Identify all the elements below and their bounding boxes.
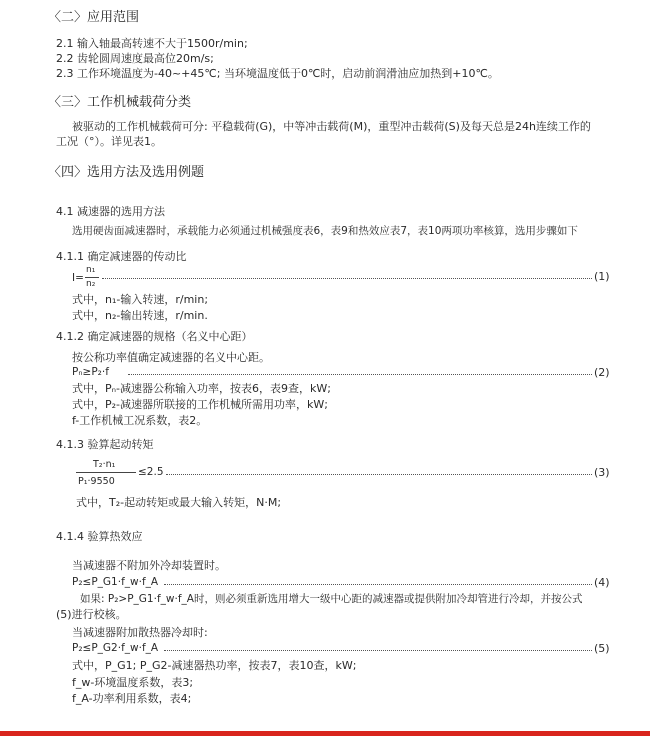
- formula-1-where-1: 式中，n₁-输入转速，r/min;: [72, 293, 209, 306]
- equation-number-3: (3): [594, 466, 610, 479]
- formula-2-leader: [128, 366, 592, 375]
- formula-3-denominator: P₁·9550: [78, 476, 115, 487]
- formula-4-leader: [164, 576, 592, 585]
- section-4-1-2-intro: 按公称功率值确定减速器的名义中心距。: [72, 351, 270, 364]
- equation-number-1: (1): [594, 270, 610, 283]
- formula-5-where-1: 式中，P_G1; P_G2-减速器热功率，按表7，表10查，kW;: [72, 659, 357, 672]
- formula-5-where-2: f_w-环境温度系数，表3;: [72, 676, 194, 689]
- section-4-1-4-title: 4.1.4 验算热效应: [56, 530, 143, 543]
- formula-3-numerator: T₂·n₁: [93, 459, 116, 470]
- formula-3-where-1: 式中，T₂-起动转矩或最大输入转矩，N·M;: [76, 496, 282, 509]
- formula-3-fraction-line: [76, 472, 136, 473]
- section-4-1-3-title: 4.1.3 验算起动转矩: [56, 438, 154, 451]
- equation-number-4: (4): [594, 576, 610, 589]
- formula-2-where-3: f-工作机械工况系数，表2。: [72, 414, 208, 427]
- section-4-1-text: 选用硬齿面减速器时，承载能力必须通过机械强度表6，表9和热效应表7，表10两项功率核算，选用步骤如下: [72, 225, 578, 237]
- section-4-1-4-line-2a: 如果: P₂>P_G1·f_w·f_A时，则必须重新选用增大一级中心距的减速器或提供附加冷却管进行冷却，并按公式: [80, 593, 583, 605]
- formula-2: Pₙ≥P₂·f: [72, 366, 109, 378]
- formula-5-leader: [164, 642, 592, 651]
- equation-number-5: (5): [594, 642, 610, 655]
- formula-1-where-2: 式中，n₂-输出转速，r/min.: [72, 309, 208, 322]
- equation-number-2: (2): [594, 366, 610, 379]
- formula-3-rhs: ≤2.5: [138, 466, 164, 478]
- section3-paragraph-line-2: 工况（°）。详见表1。: [56, 135, 162, 148]
- section-4-1-title: 4.1 减速器的选用方法: [56, 205, 165, 218]
- formula-1-lhs: I=: [72, 272, 84, 284]
- formula-5: P₂≤P_G2·f_w·f_A: [72, 642, 159, 654]
- section4-heading: 〈四〉选用方法及选用例题: [48, 165, 205, 180]
- formula-3-leader: [166, 466, 592, 475]
- formula-1-numerator: n₁: [86, 265, 96, 275]
- section2-heading: 〈二〉应用范围: [48, 10, 140, 25]
- bottom-divider-bar: [0, 731, 650, 736]
- section-4-1-2-title: 4.1.2 确定减速器的规格（名义中心距）: [56, 330, 253, 343]
- formula-2-where-1: 式中，Pₙ-减速器公称输入功率，按表6，表9查，kW;: [72, 382, 331, 395]
- section3-heading: 〈三〉工作机械载荷分类: [48, 95, 192, 110]
- section-4-1-4-line-2b: (5)进行校核。: [56, 608, 127, 621]
- section2-line-3: 2.3 工作环境温度为-40~+45℃; 当环境温度低于0℃时，启动前润滑油应加热到+10℃。: [56, 67, 499, 80]
- section2-line-2: 2.2 齿轮圆周速度最高位20m/s;: [56, 52, 214, 65]
- formula-4: P₂≤P_G1·f_w·f_A: [72, 576, 159, 588]
- section3-paragraph-line-1: 被驱动的工作机械载荷可分: 平稳载荷(G)，中等冲击载荷(M)，重型冲击载荷(S)及每天总是24h连续工作的: [72, 120, 591, 133]
- section-4-1-1-title: 4.1.1 确定减速器的传动比: [56, 250, 187, 263]
- formula-1-leader: [102, 270, 592, 279]
- formula-2-where-2: 式中，P₂-减速器所联接的工作机械所需用功率，kW;: [72, 398, 328, 411]
- section-4-1-4-line-3: 当减速器附加散热器冷却时:: [72, 626, 208, 639]
- section2-line-1: 2.1 输入轴最高转速不大于1500r/min;: [56, 37, 248, 50]
- section-4-1-4-line-1: 当减速器不附加外冷却装置时。: [72, 559, 226, 572]
- formula-5-where-3: f_A-功率利用系数，表4;: [72, 692, 192, 705]
- formula-1-denominator: n₂: [86, 279, 96, 289]
